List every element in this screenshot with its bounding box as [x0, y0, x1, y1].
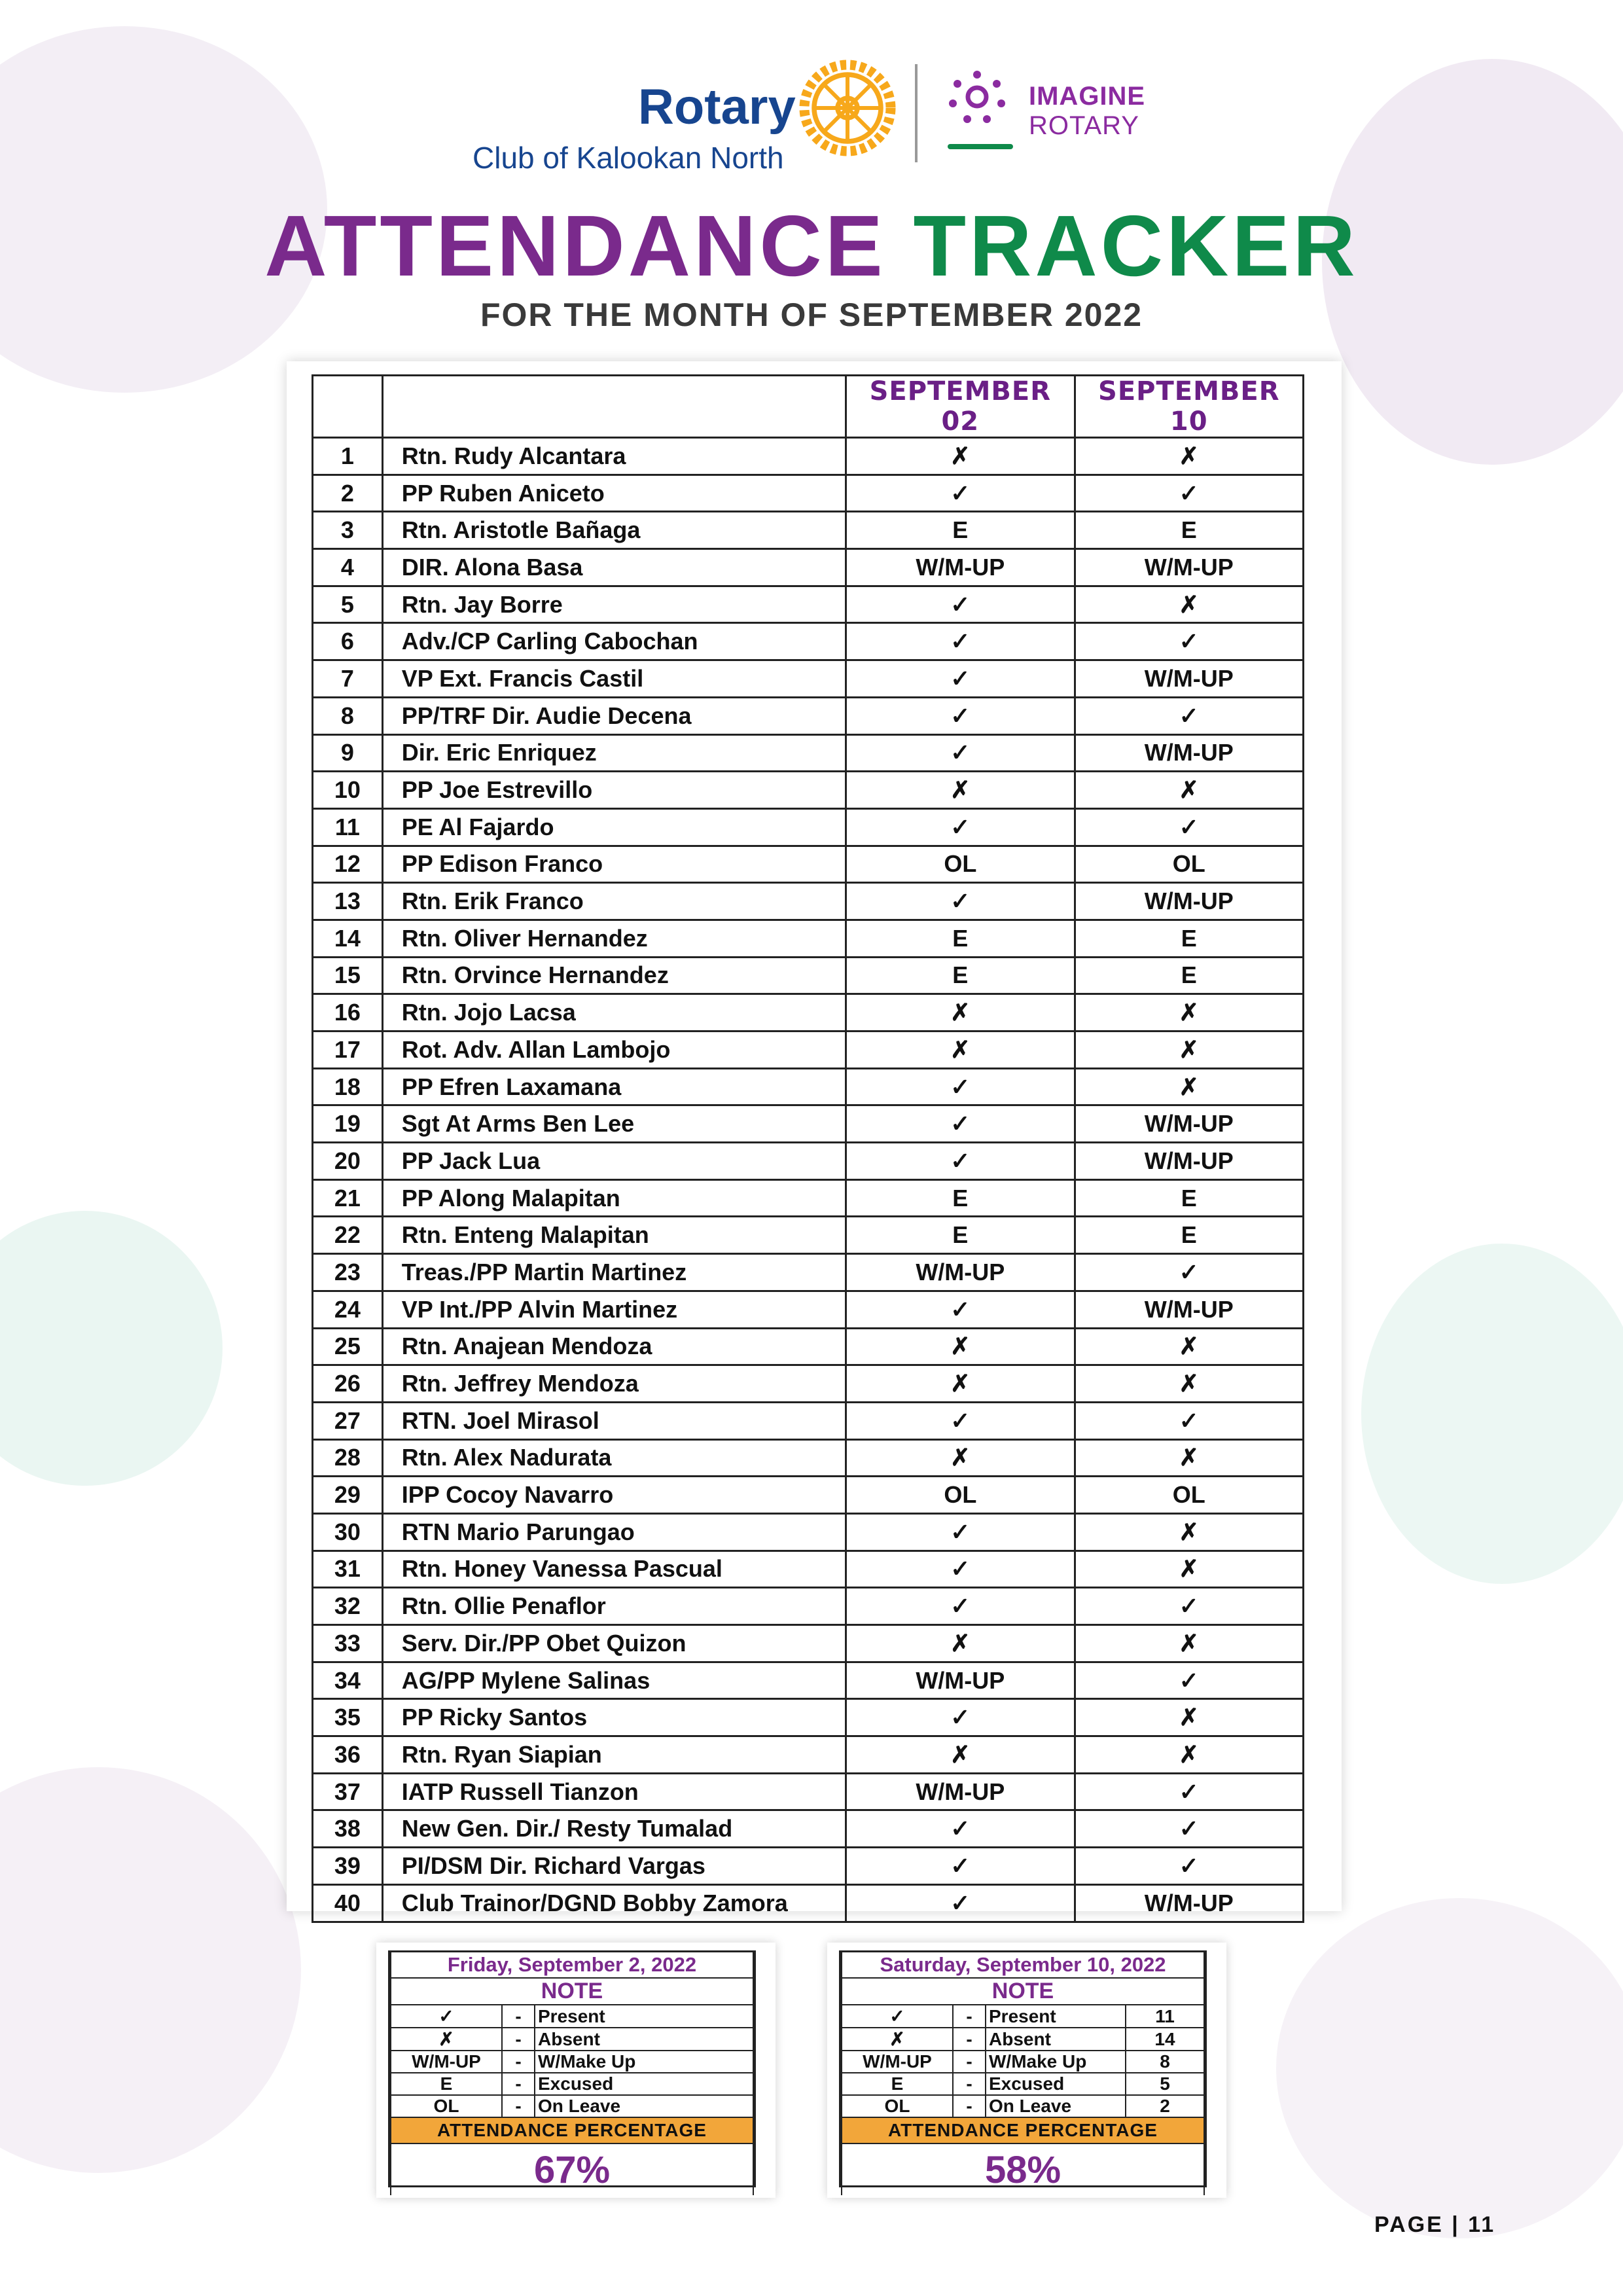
legend-dash: - — [502, 2051, 535, 2073]
attendance-sep-10: ✓ — [1075, 475, 1303, 512]
legend-count: 2 — [1126, 2095, 1204, 2117]
imagine-rotary-wordmark: ROTARY — [1029, 111, 1139, 140]
attendance-sep-02: W/M-UP — [846, 1254, 1075, 1291]
member-name: Rtn. Alex Nadurata — [382, 1439, 846, 1477]
legend-row — [391, 2073, 753, 2095]
attendance-sep-10: E — [1075, 920, 1303, 957]
attendance-sep-10: ✗ — [1075, 438, 1303, 475]
row-number: 8 — [313, 697, 383, 734]
attendance-sep-10: E — [1075, 1179, 1303, 1217]
attendance-sep-02: ✓ — [846, 1143, 1075, 1180]
attendance-table — [312, 374, 1304, 1923]
note-date: Saturday, September 10, 2022 — [842, 1952, 1204, 1978]
legend-label: On Leave — [986, 2095, 1126, 2117]
page-title — [0, 196, 1623, 295]
attendance-sep-02: ✓ — [846, 1810, 1075, 1848]
legend-dash: - — [953, 2028, 986, 2051]
member-name: PP Ricky Santos — [382, 1699, 846, 1736]
attendance-sep-10: ✓ — [1075, 808, 1303, 846]
table-row — [313, 1179, 1304, 1217]
table-row — [313, 475, 1304, 512]
legend-dash: - — [953, 2051, 986, 2073]
attendance-sep-02: ✓ — [846, 883, 1075, 920]
attendance-sep-02: ✗ — [846, 994, 1075, 1031]
attendance-sep-10: ✗ — [1075, 1736, 1303, 1774]
row-number: 25 — [313, 1328, 383, 1365]
background-splash — [1361, 1244, 1623, 1584]
member-name: AG/PP Mylene Salinas — [382, 1662, 846, 1699]
row-number: 16 — [313, 994, 383, 1031]
legend-count: 11 — [1126, 2005, 1204, 2028]
member-name: PP Ruben Aniceto — [382, 475, 846, 512]
legend-dash: - — [502, 2073, 535, 2095]
attendance-sep-10: ✓ — [1075, 1810, 1303, 1848]
row-number: 5 — [313, 586, 383, 623]
row-number: 34 — [313, 1662, 383, 1699]
page-subtitle: FOR THE MONTH OF SEPTEMBER 2022 — [480, 296, 1143, 333]
attendance-percentage-value: 58% — [842, 2144, 1204, 2195]
table-row — [313, 808, 1304, 846]
attendance-sep-10: ✗ — [1075, 1551, 1303, 1588]
row-number: 24 — [313, 1291, 383, 1328]
attendance-sep-02: ✗ — [846, 1439, 1075, 1477]
table-row — [313, 1513, 1304, 1551]
attendance-sep-02: ✓ — [846, 1848, 1075, 1885]
table-row — [313, 734, 1304, 772]
row-number: 17 — [313, 1031, 383, 1069]
legend-dash: - — [502, 2005, 535, 2028]
row-number: 26 — [313, 1365, 383, 1403]
legend-dash: - — [953, 2095, 986, 2117]
table-row — [313, 1254, 1304, 1291]
table-row — [313, 1105, 1304, 1143]
legend-label: Present — [535, 2005, 753, 2028]
header-september-10: SEPTEMBER 10 — [1075, 376, 1303, 438]
attendance-sep-10: W/M-UP — [1075, 1143, 1303, 1180]
table-row — [313, 1848, 1304, 1885]
member-name: Rtn. Enteng Malapitan — [382, 1217, 846, 1254]
note-card-september-10 — [827, 1943, 1226, 2198]
row-number: 39 — [313, 1848, 383, 1885]
attendance-sep-02: ✗ — [846, 1625, 1075, 1662]
member-name: IATP Russell Tianzon — [382, 1773, 846, 1810]
attendance-sep-10: W/M-UP — [1075, 734, 1303, 772]
imagine-wordmark: IMAGINE — [1029, 82, 1146, 111]
header-logos — [0, 59, 1623, 183]
attendance-sep-02: ✓ — [846, 1291, 1075, 1328]
attendance-sep-10: OL — [1075, 846, 1303, 883]
attendance-sep-10: W/M-UP — [1075, 1291, 1303, 1328]
table-row — [313, 438, 1304, 475]
row-number: 18 — [313, 1068, 383, 1105]
legend-label: Present — [986, 2005, 1126, 2028]
member-name: Rtn. Honey Vanessa Pascual — [382, 1551, 846, 1588]
attendance-sep-10: ✓ — [1075, 697, 1303, 734]
member-name: Dir. Eric Enriquez — [382, 734, 846, 772]
member-name: Adv./CP Carling Cabochan — [382, 623, 846, 660]
attendance-sep-02: E — [846, 957, 1075, 994]
table-row — [313, 1551, 1304, 1588]
attendance-sep-02: ✓ — [846, 1402, 1075, 1439]
legend-symbol: E — [391, 2073, 502, 2095]
legend-dash: - — [953, 2005, 986, 2028]
table-row — [313, 512, 1304, 549]
table-row — [313, 1439, 1304, 1477]
note-box — [839, 1950, 1207, 2191]
row-number: 19 — [313, 1105, 383, 1143]
table-row — [313, 697, 1304, 734]
member-name: Rtn. Erik Franco — [382, 883, 846, 920]
row-number: 4 — [313, 549, 383, 586]
attendance-sep-10: E — [1075, 957, 1303, 994]
note-box — [388, 1950, 756, 2191]
member-name: PE Al Fajardo — [382, 808, 846, 846]
legend-label: W/Make Up — [986, 2051, 1126, 2073]
attendance-sep-10: E — [1075, 1217, 1303, 1254]
attendance-sep-02: ✓ — [846, 1884, 1075, 1922]
table-row — [313, 1402, 1304, 1439]
attendance-sep-02: ✓ — [846, 1588, 1075, 1625]
attendance-sep-10: ✓ — [1075, 1662, 1303, 1699]
attendance-sep-02: W/M-UP — [846, 549, 1075, 586]
club-name: Club of Kalookan North — [473, 141, 784, 175]
table-row — [313, 1773, 1304, 1810]
attendance-sep-02: ✓ — [846, 697, 1075, 734]
member-name: Rtn. Anajean Mendoza — [382, 1328, 846, 1365]
attendance-sep-10: ✗ — [1075, 1328, 1303, 1365]
background-splash — [1276, 1898, 1623, 2238]
row-number: 9 — [313, 734, 383, 772]
attendance-sep-10: OL — [1075, 1477, 1303, 1514]
table-row — [313, 1328, 1304, 1365]
legend-dash: - — [502, 2028, 535, 2051]
attendance-sep-10: E — [1075, 512, 1303, 549]
member-name: PP Jack Lua — [382, 1143, 846, 1180]
legend-label: W/Make Up — [535, 2051, 753, 2073]
attendance-sep-02: E — [846, 920, 1075, 957]
header-number — [313, 376, 383, 438]
logo-divider — [915, 64, 918, 162]
member-name: New Gen. Dir./ Resty Tumalad — [382, 1810, 846, 1848]
note-table — [841, 1952, 1205, 2195]
row-number: 7 — [313, 660, 383, 698]
legend-row — [842, 2051, 1204, 2073]
member-name: Rtn. Aristotle Bañaga — [382, 512, 846, 549]
legend-symbol: W/M-UP — [842, 2051, 953, 2073]
member-name: Serv. Dir./PP Obet Quizon — [382, 1625, 846, 1662]
member-name: Rot. Adv. Allan Lambojo — [382, 1031, 846, 1069]
legend-label: Absent — [986, 2028, 1126, 2051]
row-number: 37 — [313, 1773, 383, 1810]
page-number: PAGE | 11 — [1374, 2212, 1496, 2237]
note-card-september-2 — [376, 1943, 776, 2198]
table-row — [313, 623, 1304, 660]
imagine-rotary-icon — [941, 65, 1013, 157]
attendance-sep-02: ✗ — [846, 1365, 1075, 1403]
attendance-sep-10: W/M-UP — [1075, 1105, 1303, 1143]
member-name: PP Edison Franco — [382, 846, 846, 883]
attendance-sep-10: ✓ — [1075, 1254, 1303, 1291]
legend-count: 5 — [1126, 2073, 1204, 2095]
background-splash — [0, 1767, 301, 2173]
attendance-sep-02: ✗ — [846, 1736, 1075, 1774]
legend-count: 8 — [1126, 2051, 1204, 2073]
attendance-sep-10: ✗ — [1075, 1513, 1303, 1551]
attendance-sep-02: ✗ — [846, 772, 1075, 809]
member-name: PP Along Malapitan — [382, 1179, 846, 1217]
attendance-sep-02: ✓ — [846, 623, 1075, 660]
attendance-sep-10: ✓ — [1075, 1773, 1303, 1810]
table-row — [313, 549, 1304, 586]
attendance-sep-10: W/M-UP — [1075, 549, 1303, 586]
attendance-sep-10: ✓ — [1075, 623, 1303, 660]
attendance-sep-10: ✓ — [1075, 1848, 1303, 1885]
attendance-sep-10: W/M-UP — [1075, 1884, 1303, 1922]
member-name: VP Int./PP Alvin Martinez — [382, 1291, 846, 1328]
title-word-attendance: ATTENDANCE — [264, 198, 886, 294]
row-number: 6 — [313, 623, 383, 660]
title-word-tracker: TRACKER — [913, 198, 1359, 294]
row-number: 11 — [313, 808, 383, 846]
legend-symbol: ✗ — [842, 2028, 953, 2051]
legend-row — [391, 2005, 753, 2028]
note-heading: NOTE — [391, 1978, 753, 2005]
table-row — [313, 1625, 1304, 1662]
row-number: 27 — [313, 1402, 383, 1439]
attendance-table-card — [287, 361, 1342, 1916]
table-row — [313, 846, 1304, 883]
attendance-percentage-value: 67% — [391, 2144, 753, 2195]
attendance-sep-02: ✓ — [846, 808, 1075, 846]
attendance-sep-02: ✓ — [846, 734, 1075, 772]
note-date: Friday, September 2, 2022 — [391, 1952, 753, 1978]
legend-count: 14 — [1126, 2028, 1204, 2051]
row-number: 21 — [313, 1179, 383, 1217]
attendance-sep-10: ✗ — [1075, 1625, 1303, 1662]
legend-symbol: OL — [842, 2095, 953, 2117]
attendance-sep-02: ✗ — [846, 1328, 1075, 1365]
table-row — [313, 772, 1304, 809]
row-number: 13 — [313, 883, 383, 920]
row-number: 3 — [313, 512, 383, 549]
member-name: RTN. Joel Mirasol — [382, 1402, 846, 1439]
attendance-sep-02: W/M-UP — [846, 1773, 1075, 1810]
row-number: 28 — [313, 1439, 383, 1477]
table-row — [313, 1884, 1304, 1922]
member-name: RTN Mario Parungao — [382, 1513, 846, 1551]
table-row — [313, 1217, 1304, 1254]
attendance-sep-02: ✓ — [846, 1699, 1075, 1736]
attendance-sep-02: ✓ — [846, 586, 1075, 623]
table-row — [313, 1291, 1304, 1328]
attendance-sep-10: ✓ — [1075, 1588, 1303, 1625]
attendance-sep-10: W/M-UP — [1075, 660, 1303, 698]
legend-symbol: ✓ — [391, 2005, 502, 2028]
member-name: Rtn. Jay Borre — [382, 586, 846, 623]
attendance-sep-02: ✓ — [846, 475, 1075, 512]
table-header-row — [313, 376, 1304, 438]
legend-dash: - — [502, 2095, 535, 2117]
attendance-sep-02: E — [846, 1179, 1075, 1217]
attendance-sep-02: W/M-UP — [846, 1662, 1075, 1699]
note-table — [390, 1952, 754, 2195]
attendance-sep-10: ✗ — [1075, 772, 1303, 809]
legend-row — [842, 2073, 1204, 2095]
attendance-sep-02: E — [846, 1217, 1075, 1254]
row-number: 35 — [313, 1699, 383, 1736]
member-name: Rtn. Jojo Lacsa — [382, 994, 846, 1031]
attendance-sep-10: ✗ — [1075, 1365, 1303, 1403]
attendance-sep-10: ✗ — [1075, 1699, 1303, 1736]
attendance-sep-10: ✗ — [1075, 1439, 1303, 1477]
table-row — [313, 920, 1304, 957]
legend-row — [391, 2028, 753, 2051]
row-number: 10 — [313, 772, 383, 809]
attendance-sep-02: ✓ — [846, 660, 1075, 698]
member-name: PP Joe Estrevillo — [382, 772, 846, 809]
attendance-sep-10: ✗ — [1075, 1031, 1303, 1069]
row-number: 33 — [313, 1625, 383, 1662]
row-number: 38 — [313, 1810, 383, 1848]
table-row — [313, 1031, 1304, 1069]
table-row — [313, 883, 1304, 920]
legend-symbol: ✓ — [842, 2005, 953, 2028]
row-number: 23 — [313, 1254, 383, 1291]
table-row — [313, 586, 1304, 623]
attendance-sep-10: ✗ — [1075, 994, 1303, 1031]
row-number: 40 — [313, 1884, 383, 1922]
member-name: PP Efren Laxamana — [382, 1068, 846, 1105]
legend-symbol: E — [842, 2073, 953, 2095]
row-number: 1 — [313, 438, 383, 475]
legend-row — [842, 2028, 1204, 2051]
table-row — [313, 1810, 1304, 1848]
member-name: Rtn. Orvince Hernandez — [382, 957, 846, 994]
member-name: Rtn. Jeffrey Mendoza — [382, 1365, 846, 1403]
rotary-wheel-icon — [798, 59, 897, 157]
legend-dash: - — [953, 2073, 986, 2095]
attendance-sep-10: ✗ — [1075, 1068, 1303, 1105]
member-name: IPP Cocoy Navarro — [382, 1477, 846, 1514]
legend-label: Absent — [535, 2028, 753, 2051]
attendance-sep-02: ✓ — [846, 1068, 1075, 1105]
header-name — [382, 376, 846, 438]
row-number: 2 — [313, 475, 383, 512]
member-name: Rtn. Ryan Siapian — [382, 1736, 846, 1774]
attendance-sep-02: E — [846, 512, 1075, 549]
attendance-sep-10: W/M-UP — [1075, 883, 1303, 920]
row-number: 12 — [313, 846, 383, 883]
row-number: 14 — [313, 920, 383, 957]
member-name: PP/TRF Dir. Audie Decena — [382, 697, 846, 734]
row-number: 31 — [313, 1551, 383, 1588]
legend-row — [391, 2095, 753, 2117]
row-number: 22 — [313, 1217, 383, 1254]
background-splash — [0, 1211, 223, 1486]
table-row — [313, 1477, 1304, 1514]
attendance-percentage-label: ATTENDANCE PERCENTAGE — [391, 2117, 753, 2144]
header-september-02: SEPTEMBER 02 — [846, 376, 1075, 438]
row-number: 36 — [313, 1736, 383, 1774]
legend-label: Excused — [535, 2073, 753, 2095]
legend-label: On Leave — [535, 2095, 753, 2117]
table-row — [313, 1588, 1304, 1625]
legend-label: Excused — [986, 2073, 1126, 2095]
row-number: 32 — [313, 1588, 383, 1625]
member-name: Club Trainor/DGND Bobby Zamora — [382, 1884, 846, 1922]
row-number: 30 — [313, 1513, 383, 1551]
legend-row — [842, 2095, 1204, 2117]
row-number: 29 — [313, 1477, 383, 1514]
table-row — [313, 1662, 1304, 1699]
table-row — [313, 957, 1304, 994]
member-name: DIR. Alona Basa — [382, 549, 846, 586]
attendance-sep-02: OL — [846, 846, 1075, 883]
legend-row — [391, 2051, 753, 2073]
table-row — [313, 660, 1304, 698]
attendance-table-body — [313, 438, 1304, 1922]
table-row — [313, 1068, 1304, 1105]
row-number: 20 — [313, 1143, 383, 1180]
table-row — [313, 1699, 1304, 1736]
table-row — [313, 1143, 1304, 1180]
member-name: Treas./PP Martin Martinez — [382, 1254, 846, 1291]
attendance-sep-10: ✓ — [1075, 1402, 1303, 1439]
member-name: Sgt At Arms Ben Lee — [382, 1105, 846, 1143]
legend-symbol: OL — [391, 2095, 502, 2117]
attendance-sep-02: OL — [846, 1477, 1075, 1514]
attendance-sep-02: ✓ — [846, 1551, 1075, 1588]
table-row — [313, 1736, 1304, 1774]
legend-symbol: ✗ — [391, 2028, 502, 2051]
row-number: 15 — [313, 957, 383, 994]
table-row — [313, 1365, 1304, 1403]
member-name: Rtn. Ollie Penaflor — [382, 1588, 846, 1625]
attendance-sep-02: ✓ — [846, 1105, 1075, 1143]
attendance-percentage-label: ATTENDANCE PERCENTAGE — [842, 2117, 1204, 2144]
legend-symbol: W/M-UP — [391, 2051, 502, 2073]
member-name: Rtn. Rudy Alcantara — [382, 438, 846, 475]
member-name: PI/DSM Dir. Richard Vargas — [382, 1848, 846, 1885]
attendance-sep-02: ✓ — [846, 1513, 1075, 1551]
member-name: Rtn. Oliver Hernandez — [382, 920, 846, 957]
attendance-sep-10: ✗ — [1075, 586, 1303, 623]
table-row — [313, 994, 1304, 1031]
rotary-wordmark: Rotary — [638, 79, 796, 135]
member-name: VP Ext. Francis Castil — [382, 660, 846, 698]
legend-row — [842, 2005, 1204, 2028]
note-heading: NOTE — [842, 1978, 1204, 2005]
attendance-sep-02: ✗ — [846, 1031, 1075, 1069]
attendance-sep-02: ✗ — [846, 438, 1075, 475]
